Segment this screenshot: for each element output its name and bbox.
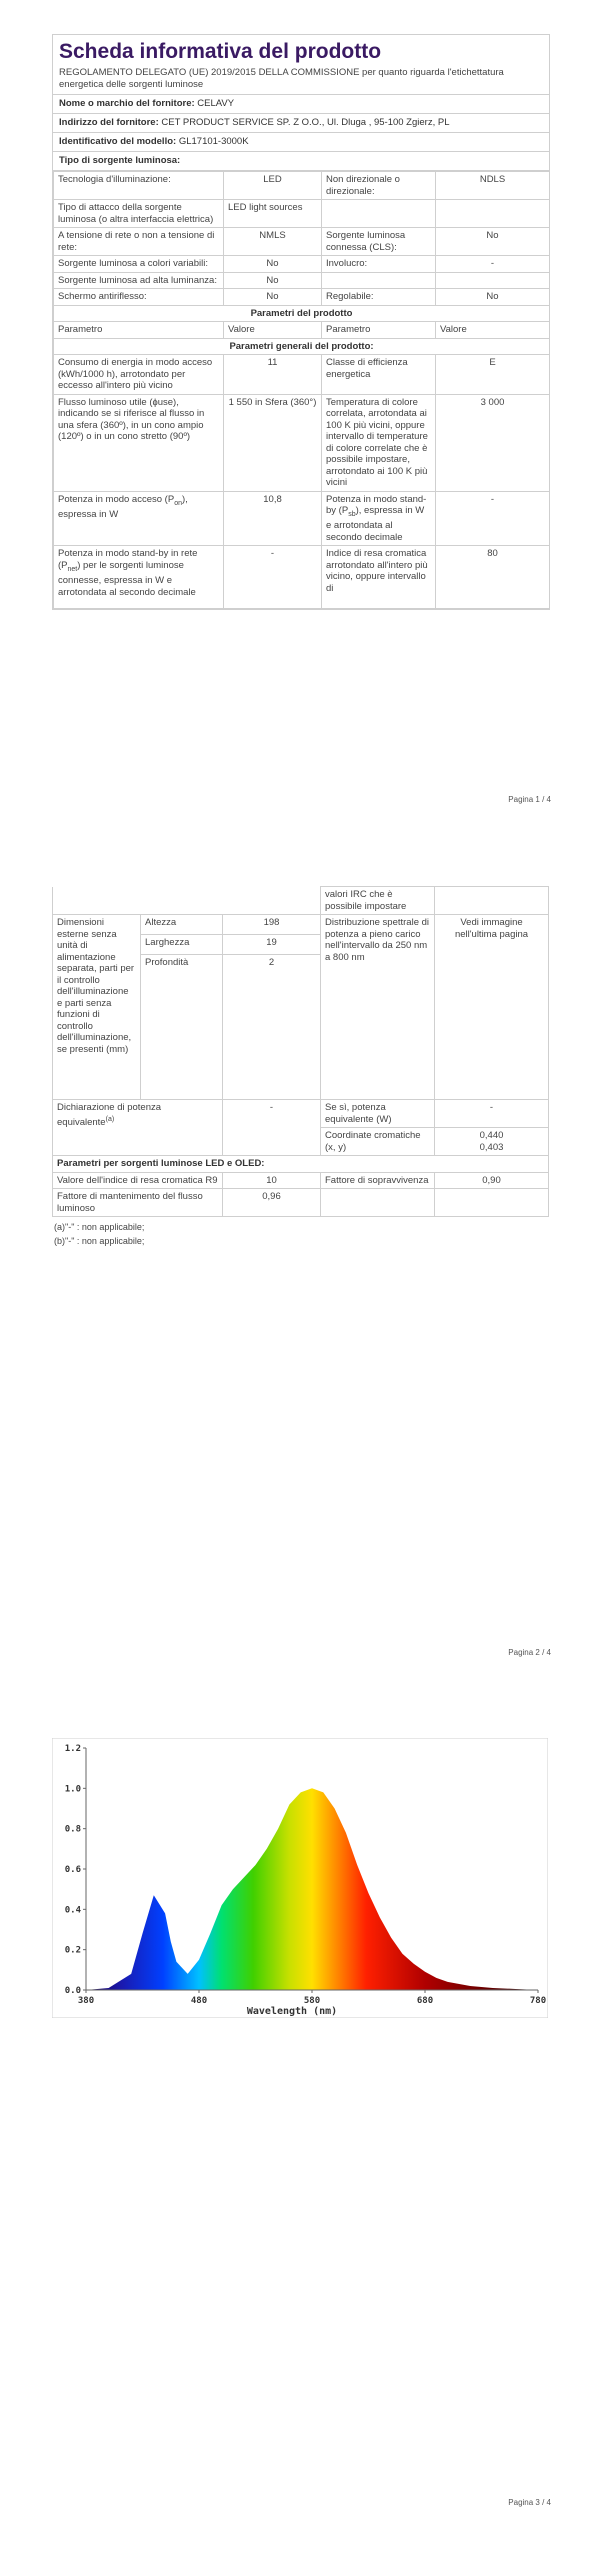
source-type-label: Tipo di sorgente luminosa: [59,155,181,166]
param-value: LED [224,172,322,200]
param-label: A tensione di rete o non a tensione di rete: [54,228,224,256]
table-row [54,491,550,546]
param-value: No [224,256,322,273]
y-tick-label: 0.8 [64,1824,81,1835]
param-label: Sorgente luminosa connessa (CLS): [322,228,436,256]
table-row [54,546,550,609]
section-header-row [54,305,550,322]
equiv-value: - [223,1100,321,1156]
page-number: Pagina 2 / 4 [508,1648,551,1657]
page-number: Pagina 3 / 4 [508,2498,551,2507]
param-value: - [436,491,550,546]
dim-value: 198 [223,915,321,935]
col-value: Valore [224,322,322,339]
param-label: Temperatura di colore correlata, arrotondata ai 100 K più vicini, oppure intervallo di temperature di colore correlate che è possibile impostare, arrotondato ai 100 K più vicini [322,394,436,491]
col-param: Parametro [322,322,436,339]
y-tick-label: 0.2 [64,1945,81,1956]
led-params-title: Parametri per sorgenti luminose LED e OLED: [53,1156,549,1173]
table-row [54,228,550,256]
param-label [322,272,436,289]
param-label: Consumo di energia in modo acceso (kWh/1000 h), arrotondato per eccesso all'intero più vicino [54,355,224,395]
page-1 [0,0,603,830]
page-number: Pagina 1 / 4 [508,795,551,804]
x-tick-label: 680 [416,1996,434,2006]
equiv-label: Dichiarazione di potenza equivalente$^{(a)}$ [53,1100,223,1156]
product-sheet-continued [52,886,548,1248]
table-row [53,1100,549,1128]
x-axis-label: Wavelength (nm) [246,2006,338,2017]
x-tick-label: 780 [529,1996,547,2006]
col-param: Parametro [54,322,224,339]
param-value: NMLS [224,228,322,256]
survival-value: 0,90 [435,1172,549,1189]
page-3 [0,1730,603,2560]
param-label: Schermo antiriflesso: [54,289,224,306]
param-label: Sorgente luminosa a colori variabili: [54,256,224,273]
supplier-label: Nome o marchio del fornitore: [59,98,195,109]
y-tick-label: 0.6 [64,1865,81,1875]
chroma-y: 0,403 [479,1141,504,1153]
equiv-power-value: - [435,1100,549,1128]
survival-label: Fattore di sopravvivenza [321,1172,435,1189]
table-row [54,256,550,273]
param-label [322,200,436,228]
param-label: Sorgente luminosa ad alta luminanza: [54,272,224,289]
dimensions-label: Dimensioni esterne senza unità di alimentazione separata, parti per il controllo dell'illuminazione e parti senza funzioni di controllo dell'illuminazione, se presenti (mm) [53,915,141,1100]
x-tick-label: 480 [190,1996,208,2006]
footnote-b: (b)"-" : non applicabile; [54,1236,145,1246]
y-tick-label: 0.0 [64,1986,81,1996]
param-value: 3 000 [436,394,550,491]
maintenance-value: 0,96 [223,1189,321,1217]
col-value: Valore [436,322,550,339]
page-title: Scheda informativa del prodotto [59,40,382,63]
param-value: 10,8 [224,491,322,546]
footnote-a: (a)"-" : non applicabile; [54,1222,145,1232]
param-label: Indice di resa cromatica arrotondato all'intero più vicino, oppure intervallo di [322,546,436,609]
product-params-title: Parametri del prodotto [54,305,550,322]
dim-label: Larghezza [141,935,223,955]
table-row [54,200,550,228]
param-value: No [224,289,322,306]
table-row [53,1172,549,1189]
param-value: NDLS [436,172,550,200]
continued-table [52,886,549,1217]
param-label: Potenza in modo stand-by in rete $(P_{net})$ per le sorgenti luminose connesse, espressa in W e arrotondata al secondo decimale [54,546,224,609]
y-tick-label: 1.2 [64,1744,81,1754]
spd-label: Distribuzione spettrale di potenza a pieno carico nell'intervallo da 250 nm a 800 nm [321,915,435,1100]
dim-value: 2 [223,955,321,1100]
section-header-row [54,338,550,355]
dimensions-row [53,915,549,935]
param-value: No [224,272,322,289]
param-value: - [436,256,550,273]
y-tick-label: 1.0 [64,1784,81,1795]
page-2 [0,880,603,1680]
chroma-value [435,1128,549,1156]
table-row [53,887,549,915]
param-label: Potenza in modo acceso $(P_{on})$, espressa in W [54,491,224,546]
param-value: E [436,355,550,395]
param-label: Potenza in modo stand-by $(P_{sb})$, espressa in W e arrotondata al secondo decimale [322,491,436,546]
table-row [54,272,550,289]
param-label: valori IRC che è possibile impostare [321,887,435,915]
chroma-x: 0,440 [479,1130,504,1141]
param-value: No [436,228,550,256]
column-header-row [54,322,550,339]
param-label: Tipo di attacco della sorgente luminosa (o altra interfaccia elettrica) [54,200,224,228]
param-label: Tecnologia d'illuminazione: [54,172,224,200]
table-row [54,289,550,306]
param-value [436,272,550,289]
model-label: Identificativo del modello: [59,136,177,147]
table-row [54,394,550,491]
dim-label: Altezza [141,915,223,935]
section-header-row [53,1156,549,1173]
supplier-line [53,95,549,114]
dim-label: Profondità [141,955,223,1100]
table-row [54,172,550,200]
table-row [53,1189,549,1217]
param-label: Classe di efficienza energetica [322,355,436,395]
product-sheet [52,34,550,610]
x-tick-label: 580 [303,1996,321,2006]
spectral-chart [52,1738,548,2018]
param-value: 80 [436,546,550,609]
param-label: Involucro: [322,256,436,273]
address-line [53,114,549,133]
general-params-title: Parametri generali del prodotto: [54,338,550,355]
chroma-label: Coordinate cromatiche (x, y) [321,1128,435,1156]
param-value: - [224,546,322,609]
equiv-power-label: Se sì, potenza equivalente (W) [321,1100,435,1128]
dim-value: 19 [223,935,321,955]
y-tick-label: 0.4 [64,1905,81,1916]
param-label: Regolabile: [322,289,436,306]
model-line [53,133,549,152]
param-value [436,200,550,228]
param-value: No [436,289,550,306]
param-label: Flusso luminoso utile (ɸuse), indicando se si riferisce al flusso in una sfera (360º), in un cono ampio (120º) o in un cono stretto (90º) [54,394,224,491]
param-value: 11 [224,355,322,395]
model-value: GL17101-3000K [178,136,249,147]
r9-value: 10 [223,1172,321,1189]
source-type-line [53,152,549,171]
regulation-intro: REGOLAMENTO DELEGATO (UE) 2019/2015 DELLA COMMISSIONE per quanto riguarda l'etichettatura energetica delle sorgenti luminose [53,67,549,95]
r9-label: Valore dell'indice di resa cromatica R9 [53,1172,223,1189]
supplier-value: CELAVY [197,98,235,109]
x-tick-label: 380 [77,1996,95,2006]
param-value: LED light sources [224,200,322,228]
source-type-table [53,171,550,609]
table-row [54,355,550,395]
maintenance-label: Fattore di mantenimento del flusso luminoso [53,1189,223,1217]
address-label: Indirizzo del fornitore: [59,117,159,128]
param-label: Non direzionale o direzionale: [322,172,436,200]
spd-value: Vedi immagine nell'ultima pagina [435,915,549,1100]
address-value: CET PRODUCT SERVICE SP. Z O.O., Ul. Dluga , 95-100 Zgierz, PL [161,117,450,128]
param-value: 1 550 in Sfera (360°) [224,394,322,491]
